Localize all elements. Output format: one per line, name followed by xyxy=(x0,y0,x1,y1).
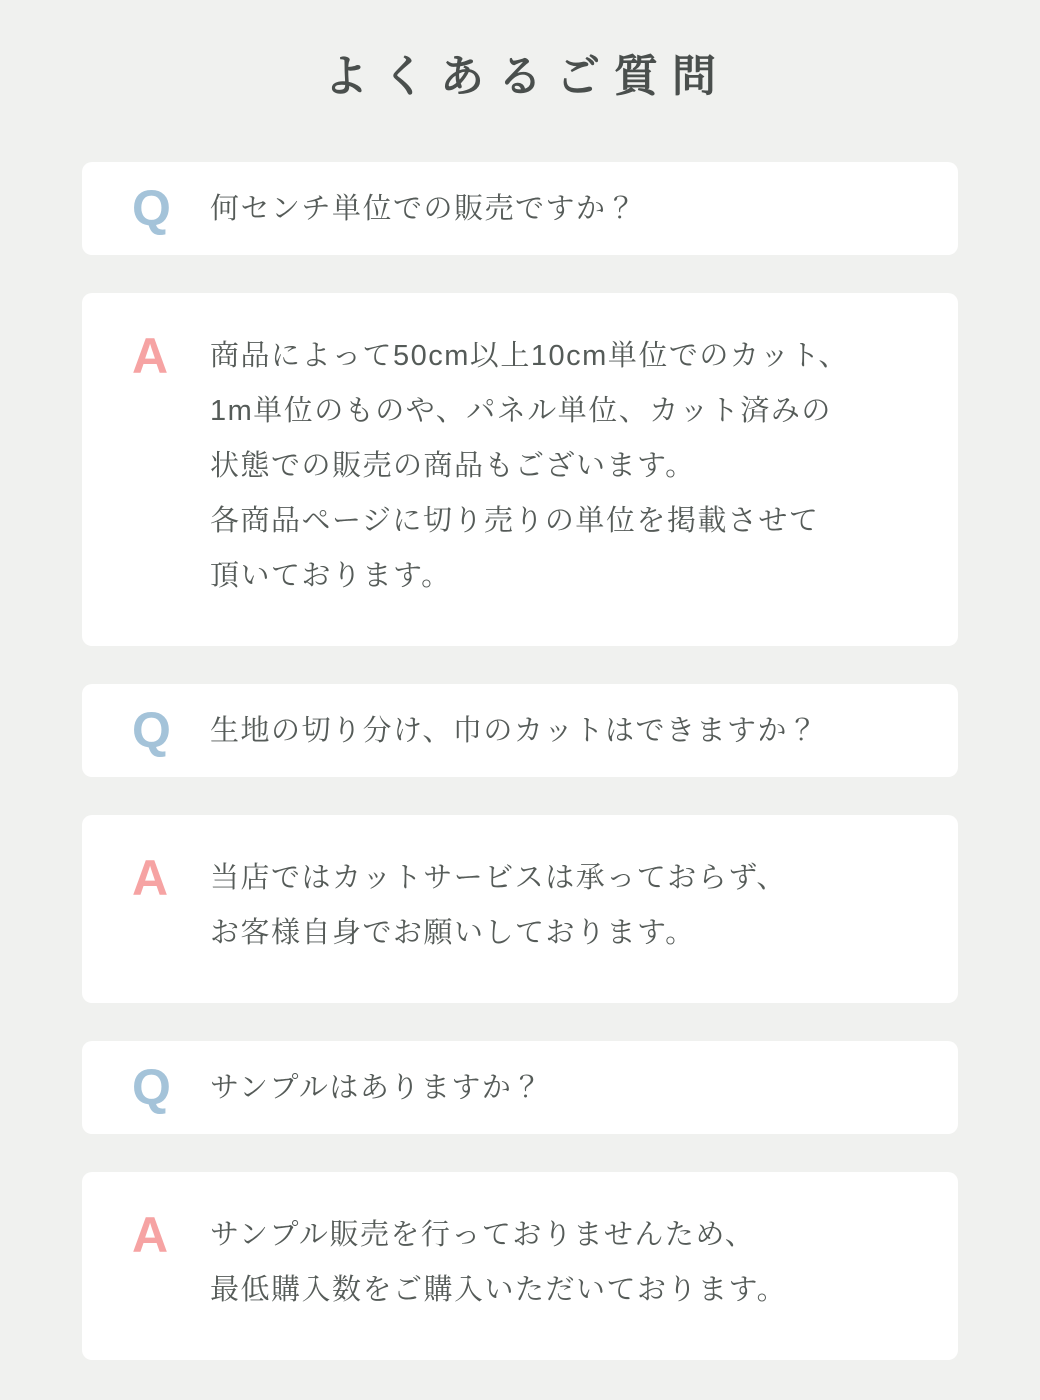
question-card xyxy=(82,1041,958,1134)
answer-a-letter: A xyxy=(132,1207,169,1263)
answer-card xyxy=(82,293,958,646)
answer-line: 状態での販売の商品もございます。 xyxy=(210,450,696,482)
answer-line: 当店ではカットサービスは承っておらず、 xyxy=(210,862,787,894)
answer-text xyxy=(210,851,787,961)
faq-item xyxy=(82,684,958,1003)
question-card xyxy=(82,162,958,255)
faq-item xyxy=(82,162,958,646)
page-title: よくあるご質問 xyxy=(324,52,730,101)
answer-a-letter: A xyxy=(132,328,169,384)
answer-card xyxy=(82,1172,958,1360)
answer-line: 最低購入数をご購入いただいております。 xyxy=(210,1274,788,1306)
faq-item xyxy=(82,1041,958,1360)
answer-line: お客様自身でお願いしております。 xyxy=(210,917,696,949)
answer-line: サンプル販売を行っておりませんため、 xyxy=(210,1219,756,1251)
answer-line: 商品によって50cm以上10cm単位でのカット、 xyxy=(210,340,849,372)
question-q-letter: Q xyxy=(132,180,171,236)
faq-list xyxy=(0,162,1040,1360)
answer-line: 各商品ページに切り売りの単位を掲載させて xyxy=(210,505,820,537)
question-text: 何センチ単位での販売ですか？ xyxy=(210,192,638,225)
answer-text xyxy=(210,1208,787,1318)
answer-line: 頂いております。 xyxy=(210,560,452,592)
question-text: 生地の切り分け、巾のカットはできますか？ xyxy=(210,714,819,747)
question-text: サンプルはありますか？ xyxy=(210,1071,543,1104)
question-q-letter: Q xyxy=(132,1059,171,1115)
question-card xyxy=(82,684,958,777)
answer-card xyxy=(82,815,958,1003)
question-q-letter: Q xyxy=(132,702,171,758)
answer-line: 1m単位のものや、パネル単位、カット済みの xyxy=(210,395,832,427)
answer-a-letter: A xyxy=(132,850,169,906)
answer-text xyxy=(210,329,849,604)
